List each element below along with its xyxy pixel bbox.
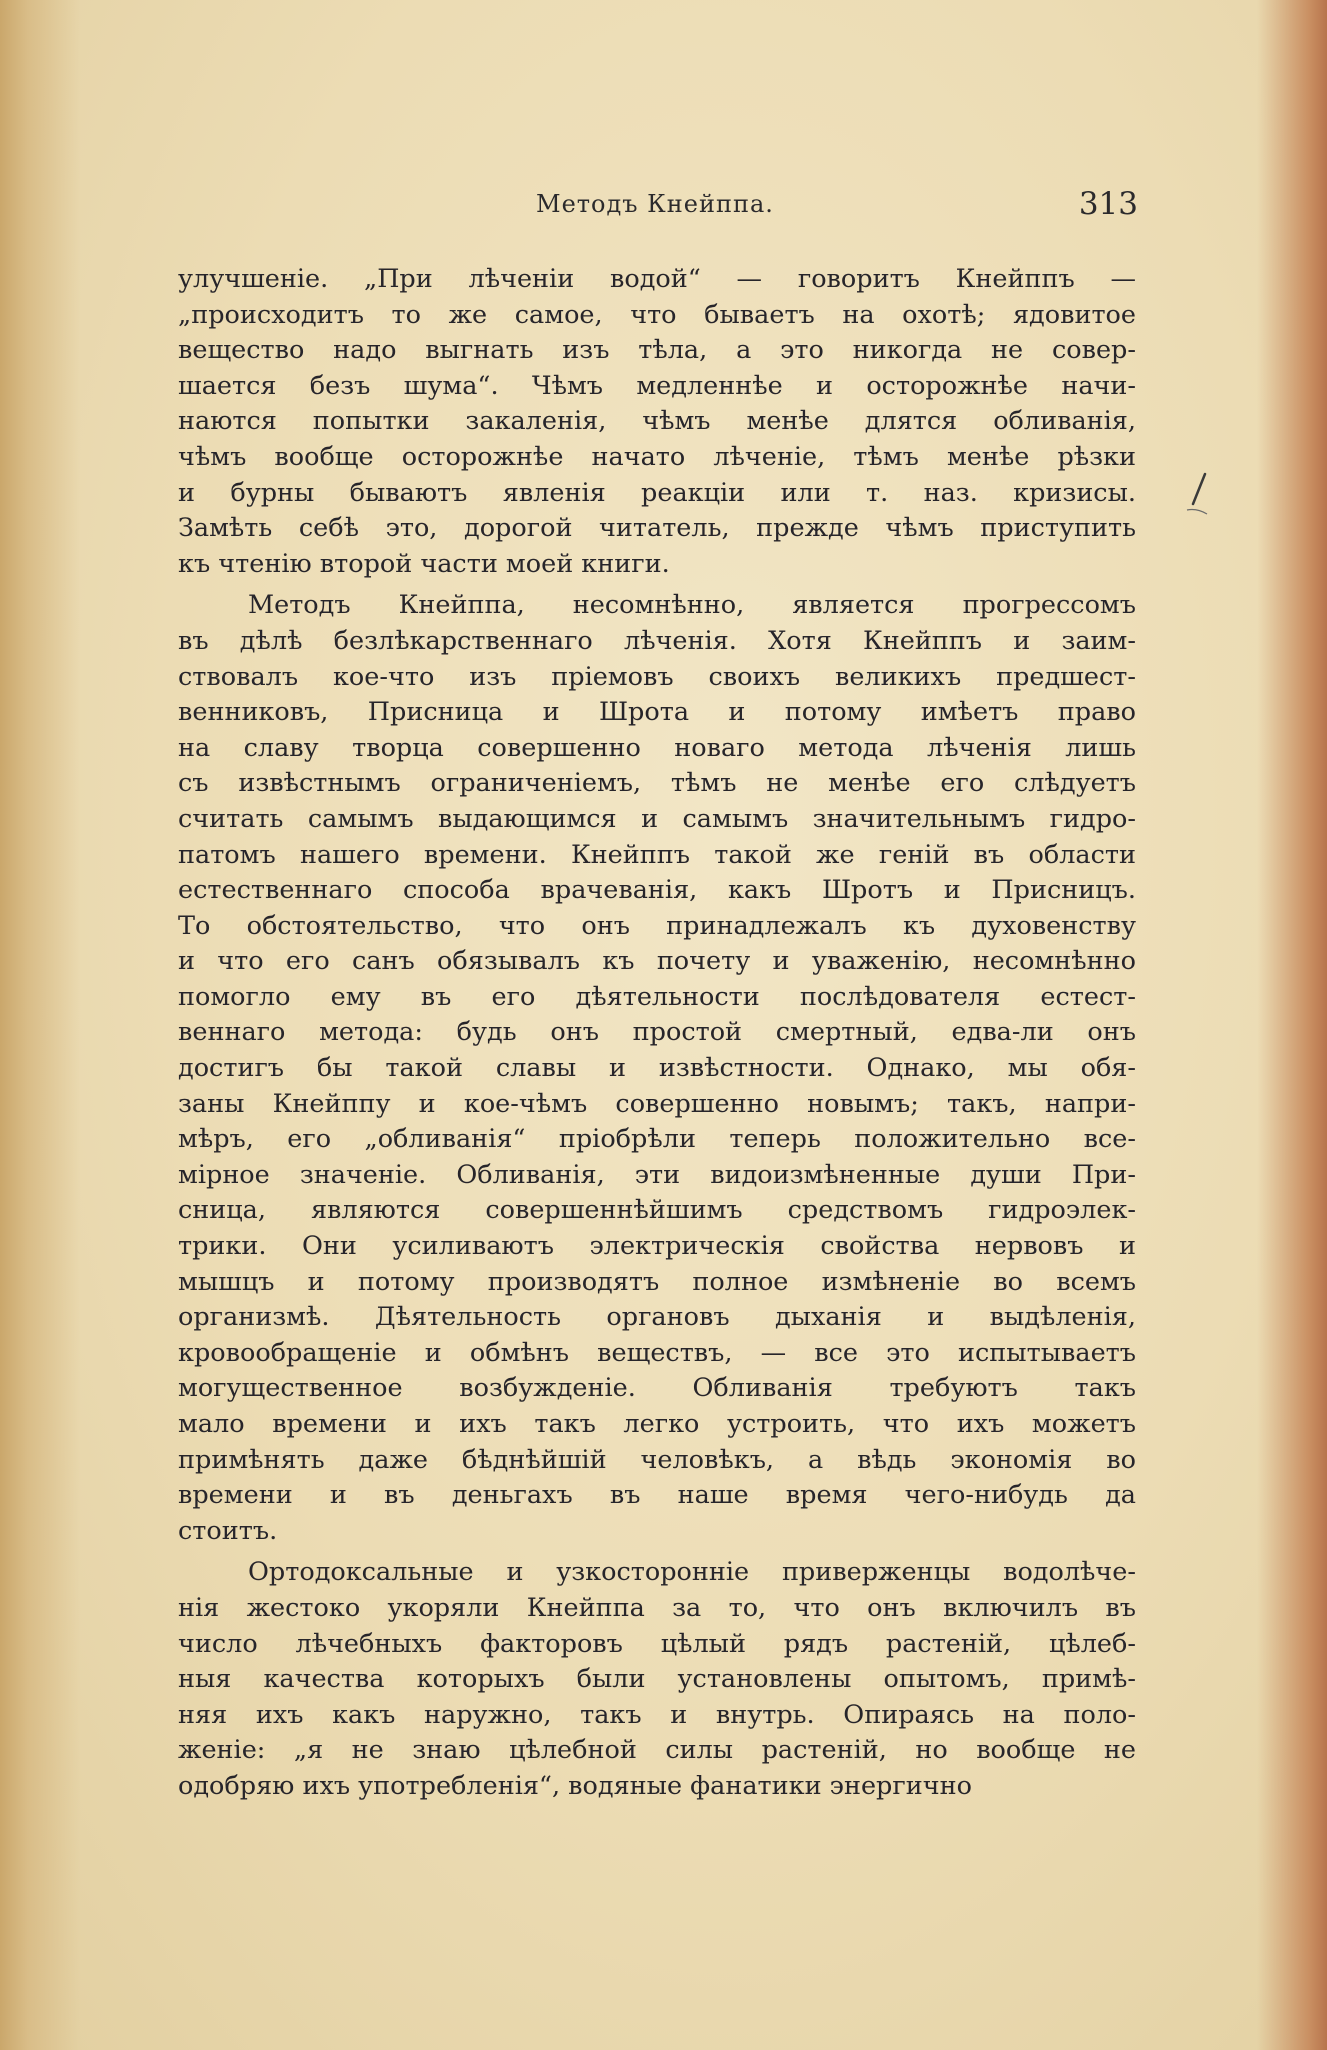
text-line: ныя качества которыхъ были установлены опытомъ, примѣ- (178, 1664, 1136, 1695)
text-line: организмѣ. Дѣятельность органовъ дыханія и выдѣленія, (178, 1302, 1136, 1333)
text-line: мышцъ и потому производятъ полное измѣненіе во всемъ (178, 1266, 1136, 1297)
text-line: число лѣчебныхъ факторовъ цѣлый рядъ растеній, цѣлеб- (178, 1628, 1136, 1659)
pencil-margin-mark-icon (1183, 470, 1223, 520)
text-line: мало времени и ихъ такъ легко устроить, что ихъ можетъ (178, 1409, 1136, 1439)
text-line: и что его санъ обязывалъ къ почету и уваженію, несомнѣнно (178, 946, 1136, 977)
text-line: примѣнять даже бѣднѣйшій человѣкъ, а вѣдь экономія во (178, 1444, 1136, 1475)
paragraph (178, 1555, 1136, 1804)
text-line: считать самымъ выдающимся и самымъ значительнымъ гидро- (178, 803, 1136, 834)
text-line: достигъ бы такой славы и извѣстности. Однако, мы обя- (178, 1053, 1136, 1084)
text-line: „происходитъ то же самое, что бываетъ на охотѣ; ядовитое (178, 299, 1136, 330)
text-line: То обстоятельство, что онъ принадлежалъ къ духовенству (178, 910, 1136, 941)
page-edge-stain (1257, 0, 1327, 2050)
text-line: ствовалъ кое-что изъ пріемовъ своихъ великихъ предшест- (178, 661, 1136, 692)
text-line: мірное значеніе. Обливанія, эти видоизмѣненные души При- (178, 1159, 1136, 1190)
spine-shadow (0, 0, 80, 2050)
text-line: шается безъ шума“. Чѣмъ медленнѣе и осторожнѣе начи- (178, 370, 1136, 401)
text-line: съ извѣстнымъ ограниченіемъ, тѣмъ не менѣе его слѣдуетъ (178, 768, 1136, 799)
page-header (178, 186, 1138, 230)
text-line: улучшеніе. „При лѣченіи водой“ — говоритъ Кнейппъ — (178, 264, 1136, 294)
text-line: времени и въ деньгахъ въ наше время чего-нибудь да (178, 1480, 1136, 1511)
text-line: Методъ Кнейппа, несомнѣнно, является прогрессомъ (248, 590, 1136, 621)
text-line: женіе: „я не знаю цѣлебной силы растеній, но вообще не (178, 1735, 1136, 1766)
text-line: естественнаго способа врачеванія, какъ Шротъ и Присницъ. (178, 875, 1136, 906)
text-line: могущественное возбужденіе. Обливанія требуютъ такъ (178, 1373, 1136, 1404)
paragraph (178, 262, 1136, 582)
text-line: мѣръ, его „обливанія“ пріобрѣли теперь положительно все- (178, 1124, 1136, 1155)
paragraph (178, 588, 1136, 1549)
text-line: чѣмъ вообще осторожнѣе начато лѣченіе, тѣмъ менѣе рѣзки (178, 441, 1136, 472)
text-line: и бурны бываютъ явленія реакціи или т. наз. кризисы. (178, 477, 1136, 508)
text-line: венниковъ, Присница и Шрота и потому имѣетъ право (178, 697, 1136, 728)
text-line: наются попытки закаленія, чѣмъ менѣе длятся обливанія, (178, 406, 1136, 437)
page-number: 313 (1078, 186, 1138, 222)
text-line: сница, являются совершеннѣйшимъ средствомъ гидроэлек- (178, 1195, 1136, 1226)
running-title: Методъ Кнейппа. (536, 190, 774, 218)
text-line: вещество надо выгнать изъ тѣла, а это никогда не совер- (178, 335, 1136, 366)
text-line: трики. Они усиливаютъ электрическія свойства нервовъ и (178, 1231, 1136, 1262)
body-text (178, 262, 1136, 1805)
text-line: заны Кнейппу и кое-чѣмъ совершенно новымъ; такъ, напри- (178, 1088, 1136, 1119)
text-line: одобряю ихъ употребленія“, водяные фанатики энергично (178, 1770, 972, 1801)
text-line: Ортодоксальные и узкосторонніе приверженцы водолѣче- (248, 1557, 1136, 1588)
text-line: кровообращеніе и обмѣнъ веществъ, — все это испытываетъ (178, 1337, 1136, 1368)
text-line: на славу творца совершенно новаго метода лѣченія лишь (178, 732, 1136, 763)
text-line: няя ихъ какъ наружно, такъ и внутрь. Опираясь на поло- (178, 1699, 1136, 1730)
text-line: помогло ему въ его дѣятельности послѣдователя естест- (178, 981, 1136, 1012)
text-line: Замѣть себѣ это, дорогой читатель, прежде чѣмъ приступить (178, 513, 1136, 544)
text-line: нія жестоко укоряли Кнейппа за то, что онъ включилъ въ (178, 1592, 1136, 1623)
text-line: къ чтенію второй части моей книги. (178, 548, 670, 579)
text-line: веннаго метода: будь онъ простой смертный, едва-ли онъ (178, 1017, 1136, 1048)
text-line: патомъ нашего времени. Кнейппъ такой же геній въ области (178, 839, 1136, 870)
text-line: стоитъ. (178, 1515, 278, 1546)
text-line: въ дѣлѣ безлѣкарственнаго лѣченія. Хотя Кнейппъ и заим- (178, 625, 1136, 656)
